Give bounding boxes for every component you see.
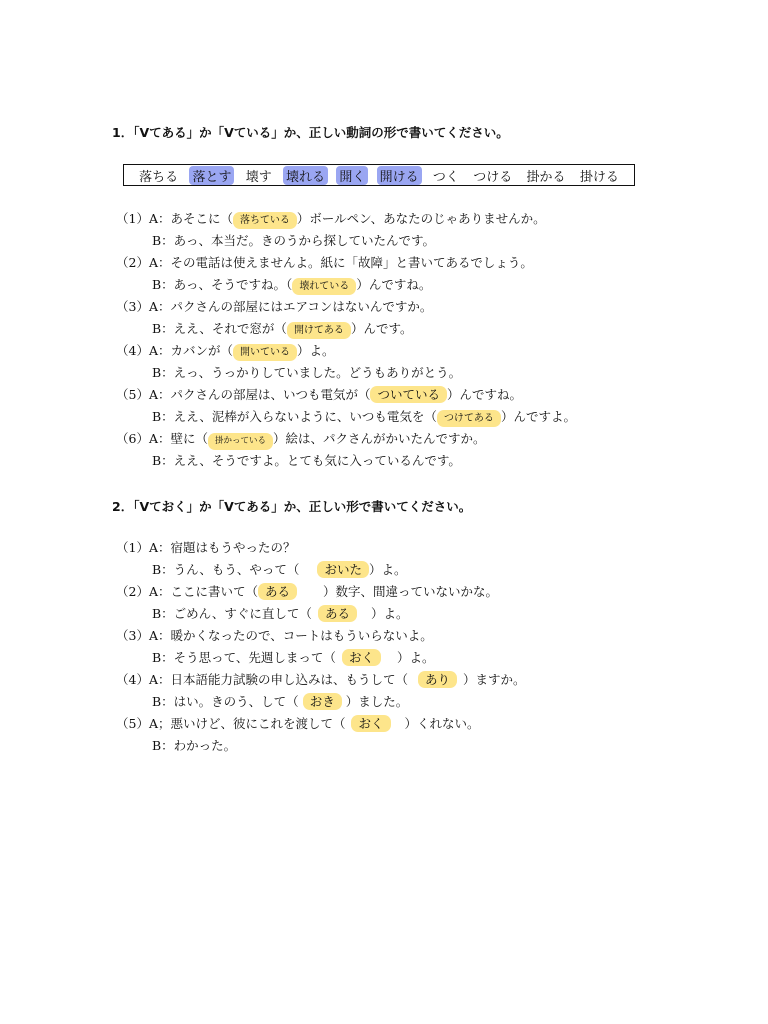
exercise-2-2-a: （2）A：ここに書いて（ ある ）数字、間違っていないかな。 [116, 584, 499, 599]
exercise-1-6-b: B：ええ、そうですよ。とても気に入っているんです。 [152, 453, 461, 468]
answer-highlight: 壊れている [292, 278, 356, 295]
answer-highlight: おく [351, 715, 390, 732]
exercise-2-3-a: （3）A：暖かくなったので、コートはもういらないよ。 [116, 628, 433, 643]
answer-highlight: 掛かっている [208, 433, 273, 450]
exercise-1-3-b: B：ええ、それで窓が（ 開けてある ）んです。 [152, 319, 412, 339]
answer-highlight: あり [418, 671, 457, 688]
exercise-1-6-a: （6）A：壁に（ 掛かっている ）絵は、パクさんがかいたんですか。 [116, 429, 486, 449]
section-1-title: 1．「Vてある」か「Vている」か、正しい動詞の形で書いてください。 [112, 125, 509, 140]
word-bank-item: 開ける [377, 166, 422, 185]
answer-highlight: ついている [370, 386, 447, 403]
answer-highlight: ある [318, 605, 357, 622]
exercise-2-1-b: B：うん、もう、やって（ おいた ）よ。 [152, 562, 407, 577]
word-bank-item: 落とす [189, 166, 234, 185]
exercise-1-2-b: B：あっ、そうですね。（ 壊れている ）んですね。 [152, 275, 431, 295]
exercise-1-4-a: （4）A：カバンが（ 開いている ）よ。 [116, 341, 335, 361]
word-bank [123, 164, 635, 186]
exercise-2-4-a: （4）A：日本語能力試験の申し込みは、もうして（ あり ）ますか。 [116, 672, 526, 687]
word-bank-item: つける [473, 169, 513, 185]
answer-highlight: おく [342, 649, 381, 666]
word-bank-item: 壊れる [283, 166, 328, 185]
word-bank-item: 壊す [245, 169, 272, 185]
word-bank-item: 開く [336, 166, 368, 185]
exercise-1-1-b: B：あっ、本当だ。きのうから探していたんです。 [152, 233, 436, 248]
exercise-2-5-b: B：わかった。 [152, 738, 237, 753]
answer-highlight: 開いている [233, 344, 297, 361]
exercise-2-1-a: （1）A：宿題はもうやったの？ [116, 540, 296, 555]
exercise-2-3-b: B：そう思って、先週しまって（ おく ）よ。 [152, 650, 435, 665]
section-2-title: 2．「Vておく」か「Vてある」か、正しい形で書いてください。 [112, 499, 472, 514]
answer-highlight: 落ちている [233, 212, 297, 229]
answer-highlight: 開けてある [287, 322, 351, 339]
answer-highlight: ある [258, 583, 297, 600]
answer-highlight: つけてある [437, 410, 501, 427]
word-bank-item: 落ちる [139, 169, 179, 185]
exercise-1-5-b: B：ええ、泥棒が入らないように、いつも電気を（ つけてある ）んですよ。 [152, 407, 576, 427]
exercise-1-4-b: B：えっ、うっかりしていました。どうもありがとう。 [152, 365, 462, 380]
exercise-1-2-a: （2）A：その電話は使えませんよ。紙に「故障」と書いてあるでしょう。 [116, 255, 533, 270]
word-bank-item: つく [432, 169, 459, 185]
exercise-2-2-b: B：ごめん、すぐに直して（ ある ）よ。 [152, 606, 409, 621]
exercise-1-1-a: （1）A：あそこに（ 落ちている ）ボールペン、あなたのじゃありませんか。 [116, 209, 546, 229]
exercise-2-4-b: B：はい。きのう、して（ おき ）ました。 [152, 694, 409, 709]
answer-highlight: おいた [317, 561, 369, 578]
word-bank-item: 掛かる [526, 169, 566, 185]
word-bank-item: 掛ける [579, 169, 619, 185]
exercise-1-5-a: （5）A：パクさんの部屋は、いつも電気が（ ついている ）んですね。 [116, 387, 523, 402]
exercise-2-5-a: （5）A；悪いけど、彼にこれを渡して（ おく ）くれない。 [116, 716, 480, 731]
answer-highlight: おき [303, 693, 342, 710]
exercise-1-3-a: （3）A：パクさんの部屋にはエアコンはないんですか。 [116, 299, 433, 314]
